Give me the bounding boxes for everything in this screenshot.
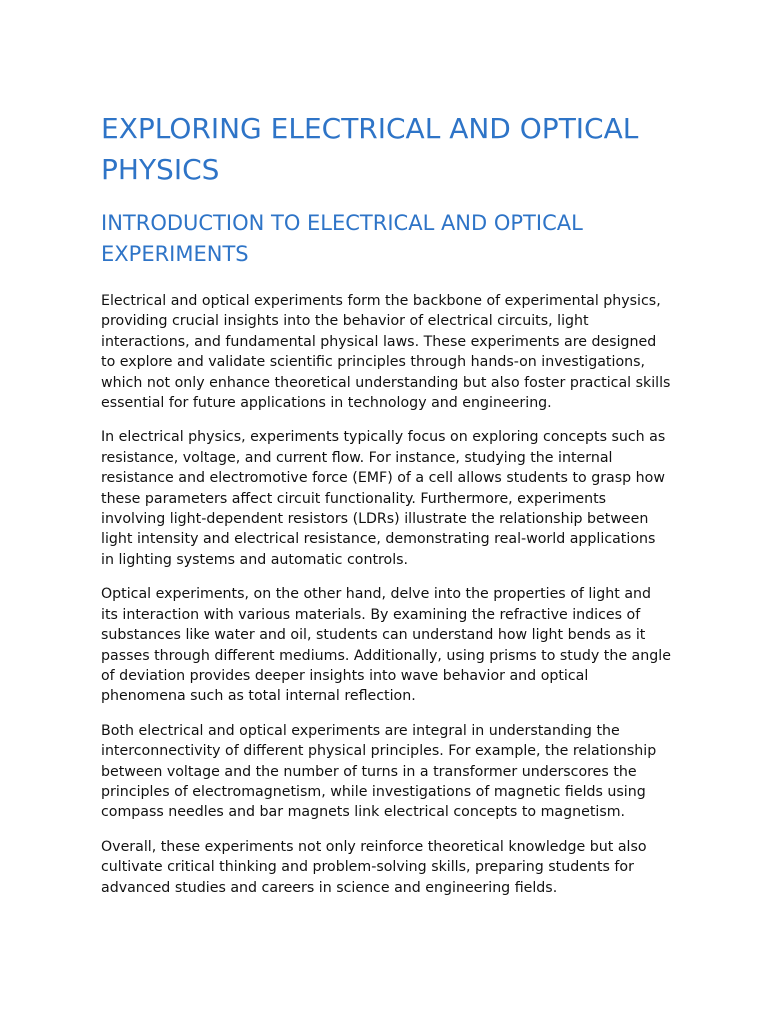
paragraph-electrical: In electrical physics, experiments typically focus on exploring concepts such as resistance, voltage, and current flow. For instance, studying the internal resistance and electromotive force (EMF) of a cell allows students to grasp how these parameters affect circuit functionality. Furthermore, experiments involving light-dependent resistors (LDRs) illustrate the relationship between light intensity and electrical resistance, demonstrating real-world applications in lighting systems and automatic controls. <box>101 429 666 568</box>
document-title: EXPLORING ELECTRICAL AND OPTICAL PHYSICS <box>101 112 639 186</box>
document-page <box>101 108 671 898</box>
paragraph-conclusion: Overall, these experiments not only reinforce theoretical knowledge but also cultivate critical thinking and problem-solving skills, preparing students for advanced studies and careers in science and engineering fields. <box>101 838 647 896</box>
paragraph-optical: Optical experiments, on the other hand, delve into the properties of light and its interaction with various materials. By examining the refractive indices of substances like water and oil, students can understand how light bends as it passes through different mediums. Additionally, using prisms to study the angle of deviation provides deeper insights into wave behavior and optical phenomena such as total internal reflection. <box>101 586 671 705</box>
section-heading: INTRODUCTION TO ELECTRICAL AND OPTICAL EXPERIMENTS <box>101 211 583 266</box>
paragraph-interconnectivity: Both electrical and optical experiments are integral in understanding the interconnectivity of different physical principles. For example, the relationship between voltage and the number of turns in a transformer underscores the principles of electromagnetism, while investigations of magnetic fields using compass needles and bar magnets link electrical concepts to magnetism. <box>101 722 657 821</box>
paragraph-intro: Electrical and optical experiments form the backbone of experimental physics, providing crucial insights into the behavior of electrical circuits, light interactions, and fundamental physical laws. These experiments are designed to explore and validate scientific principles through hands-on investigations, which not only enhance theoretical understanding but also foster practical skills essential for future applications in technology and engineering. <box>101 293 671 412</box>
